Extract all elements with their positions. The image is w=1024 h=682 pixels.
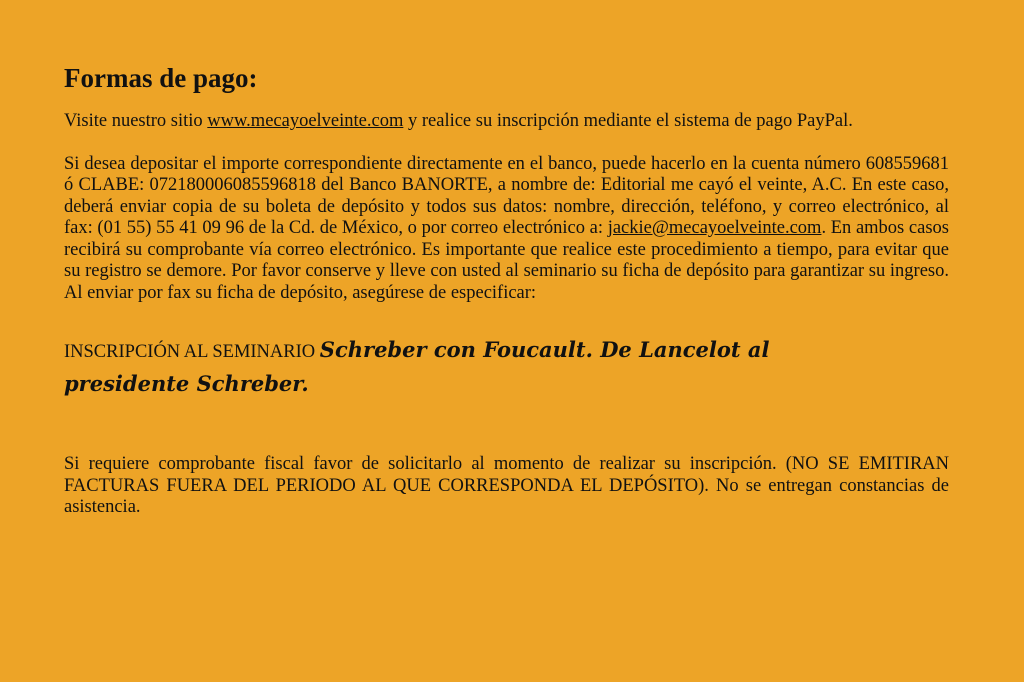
website-link[interactable]: www.mecayoelveinte.com: [207, 111, 404, 131]
page-title: Formas de pago:: [64, 63, 258, 93]
bank-deposit-paragraph: [64, 154, 949, 305]
seminar-prefix: INSCRIPCIÓN AL SEMINARIO: [64, 342, 320, 362]
email-link[interactable]: jackie@mecayoelveinte.com: [607, 218, 822, 238]
paypal-text-before: Visite nuestro sitio: [64, 111, 208, 131]
bank-text-after: . En ambos casos recibirá su comprobante vía correo electrónico. Es importante que realice este procedimiento a tiempo, para evitar que su registro se demore. Por favor conserve y lleve con usted al seminario su ficha de depósito para garantizar su ingreso. Al enviar por fax su ficha de depósito, asegúrese de especificar:: [64, 218, 949, 303]
seminar-title-line-1: Schreber con Foucault. De Lancelot al: [319, 337, 770, 362]
bank-text-before: Si desea depositar el importe correspondiente directamente en el banco, puede hacerlo en la cuenta número 608559681 ó CLABE: 072180006085596818 del Banco BANORTE, a nombre de: Editorial me cayó el veinte, A.C. En este caso, deberá enviar copia de su boleta de depósito y todos sus datos: nombre, dirección, teléfono, y correo electrónico, al fax: (01 55) 55 41 09 96 de la Cd. de México, o por correo electrónico a:: [64, 153, 949, 238]
seminar-block: [64, 334, 949, 402]
fiscal-receipt-paragraph: Si requiere comprobante fiscal favor de solicitarlo al momento de realizar su inscripción. (NO SE EMITIRAN FACTURAS FUERA DEL PERIODO AL QUE CORRESPONDA EL DEPÓSITO). No se entregan constancias de asistencia.: [64, 454, 949, 517]
seminar-line-1: [64, 334, 949, 368]
seminar-line-2: [64, 368, 949, 402]
seminar-title-line-2: presidente Schreber.: [64, 371, 309, 396]
paypal-text-after: y realice su inscripción mediante el sistema de pago PayPal.: [403, 111, 853, 131]
paypal-paragraph: [64, 111, 949, 133]
